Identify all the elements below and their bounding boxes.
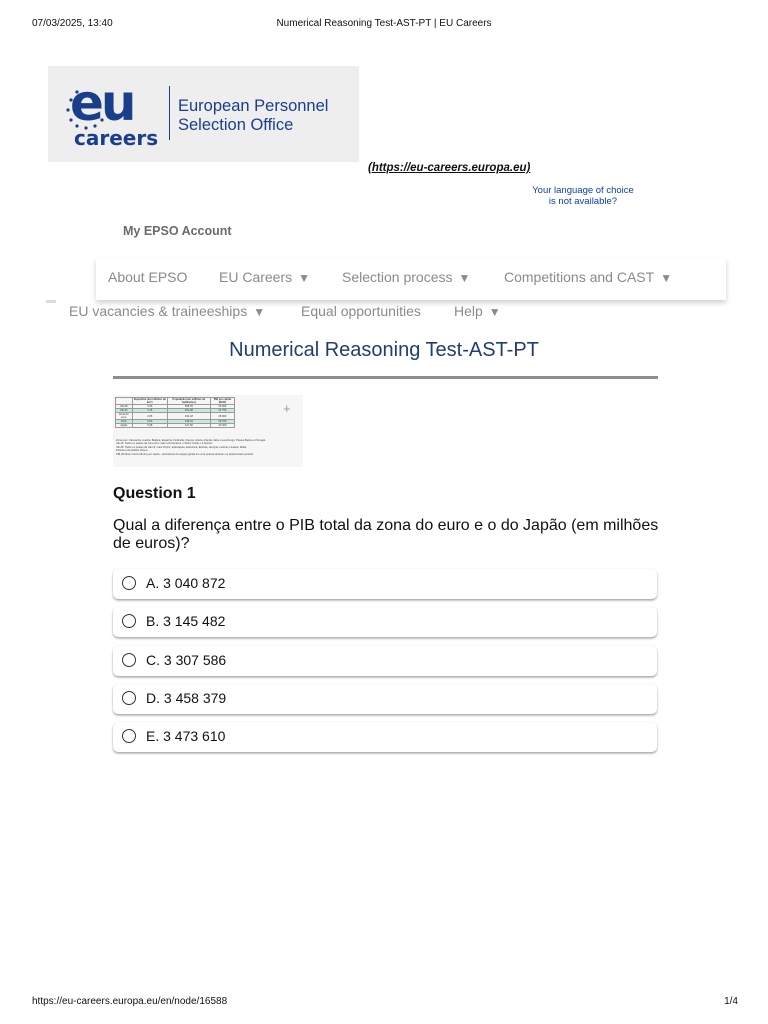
table-cell: 2,86 — [132, 413, 168, 420]
table-cell: 3,15 — [132, 409, 168, 413]
table-cell: 30 300 — [210, 424, 234, 428]
table-row — [116, 424, 235, 428]
table-cell: UE-15 — [116, 409, 133, 413]
table-cell: 4,46 — [132, 405, 168, 409]
table-cell: 402,38 — [168, 409, 211, 413]
table-cell: 318,23 — [168, 420, 211, 424]
logo-org-name — [178, 97, 328, 135]
question-text: Qual a diferença entre o PIB total da zona do euro e o do Japão (em milhões de euros)? — [113, 517, 659, 552]
nav-item-help[interactable] — [454, 303, 501, 319]
table-cell: 508,45 — [168, 405, 211, 409]
table-notes — [116, 439, 300, 456]
logo-org-line1: European Personnel — [178, 97, 329, 115]
home-url-link[interactable]: (https://eu-careers.europa.eu) — [368, 162, 531, 174]
table-note: Polónia e República Checa. — [116, 449, 149, 453]
answer-label: E. 3 473 610 — [146, 728, 226, 744]
reference-table — [115, 397, 235, 428]
nav-item-competitions-cast[interactable] — [504, 269, 672, 285]
logo-org-line2: Selection Office — [178, 116, 294, 134]
table-cell: 127,60 — [168, 424, 211, 428]
print-footer — [0, 996, 768, 1010]
logo-mark-bottom: careers — [74, 126, 159, 150]
answer-label: A. 3 040 872 — [146, 575, 226, 591]
answer-option-d[interactable] — [113, 684, 657, 714]
nav-label: EU vacancies & traineeships — [69, 303, 248, 319]
print-timestamp: 07/03/2025, 13:40 — [32, 18, 113, 29]
nav-item-equal-opportunities[interactable] — [301, 303, 421, 319]
table-cell: EUA — [116, 420, 133, 424]
language-unavailable-link[interactable] — [526, 185, 640, 207]
table-note: PIB (Produto Interno Bruto) per capita - estimativas do espaço global em uma pessoa durante um determinado período. — [116, 452, 254, 456]
eu-careers-logo-icon[interactable] — [62, 76, 168, 152]
question-number: Question 1 — [113, 485, 196, 502]
nav-label: Competitions and CAST — [504, 269, 655, 285]
answer-option-a[interactable] — [113, 569, 657, 599]
radio-button[interactable] — [122, 653, 136, 667]
nav-shadow — [46, 300, 56, 303]
table-header-cell: PIB per capita (EUR) — [210, 398, 234, 405]
dropdown-arrow-icon: ▼ — [253, 305, 266, 319]
nav-item-eu-careers[interactable] — [219, 269, 310, 285]
print-footer-url: https://eu-careers.europa.eu/en/node/16588 — [32, 996, 228, 1007]
table-row — [116, 413, 235, 420]
nav-label: Help — [454, 303, 483, 319]
radio-button[interactable] — [122, 691, 136, 705]
table-header-cell: Superfície (em milhões de km²) — [133, 398, 166, 404]
nav-label: Selection process — [342, 269, 453, 285]
radio-button[interactable] — [122, 729, 136, 743]
page-title: Numerical Reasoning Test-AST-PT — [229, 339, 539, 361]
my-epso-account-link[interactable]: My EPSO Account — [123, 224, 232, 238]
answer-option-c[interactable] — [113, 646, 657, 676]
radio-button[interactable] — [122, 576, 136, 590]
answer-label: D. 3 458 379 — [146, 690, 227, 706]
answer-label: C. 3 307 586 — [146, 652, 227, 668]
reference-table-image[interactable] — [113, 395, 303, 467]
table-note: UE-15: Todos os países da zona euro mais a Dinamarca, o Reino Unido e a Suécia. — [116, 442, 213, 446]
table-cell: UE-28 — [116, 405, 133, 409]
table-header-cell — [116, 398, 133, 405]
dropdown-arrow-icon: ▼ — [298, 271, 311, 285]
answer-option-e[interactable] — [113, 722, 657, 752]
dropdown-arrow-icon: ▼ — [458, 271, 471, 285]
language-note-line2: is not available? — [548, 196, 618, 207]
table-cell: 332,18 — [168, 413, 211, 420]
table-cell: 28 900 — [210, 413, 234, 420]
nav-label: EU Careers — [219, 269, 293, 285]
logo-divider — [169, 86, 170, 140]
answer-option-b[interactable] — [113, 607, 657, 637]
print-header — [0, 18, 768, 32]
dropdown-arrow-icon: ▼ — [488, 305, 501, 319]
radio-button[interactable] — [122, 614, 136, 628]
table-cell: 39 700 — [210, 420, 234, 424]
print-page-title: Numerical Reasoning Test-AST-PT | EU Careers — [276, 18, 492, 29]
print-page-number: 1/4 — [724, 996, 738, 1007]
nav-item-about-epso[interactable] — [108, 269, 187, 285]
language-note-line1: Your language of choice — [532, 185, 634, 196]
table-cell: 25 900 — [210, 405, 234, 409]
title-divider — [113, 376, 658, 379]
nav-item-vacancies-traineeships[interactable] — [69, 303, 265, 319]
dropdown-arrow-icon: ▼ — [660, 271, 673, 285]
nav-label: Equal opportunities — [301, 303, 421, 319]
nav-item-selection-process[interactable] — [342, 269, 470, 285]
zoom-plus-icon[interactable]: + — [283, 401, 291, 416]
table-cell: Japão — [116, 424, 133, 428]
table-header-cell: População (em milhões de habitantes) — [168, 398, 211, 405]
logo-mark-top: eu — [70, 76, 134, 132]
table-cell: 0,38 — [132, 424, 168, 428]
answer-label: B. 3 145 482 — [146, 613, 226, 629]
table-cell: 9,63 — [132, 420, 168, 424]
table-cell: 31 700 — [210, 409, 234, 413]
table-note: Zona euro: Alemanha, Áustria, Bélgica, Espanha, Finlândia, França, Grécia, Irlanda, Itália, Luxemburgo, Países Baixos e Portugal. — [116, 439, 266, 442]
nav-label: About EPSO — [108, 269, 188, 285]
table-note: UE-28: Todos os países da UE-15, mais Chipre, Eslováquia, Eslovénia, Estónia, Hungria, Letónia, Lituânia, Malta, — [116, 445, 247, 449]
table-cell: Zona do euro — [116, 413, 133, 420]
table-header-row — [116, 398, 235, 405]
